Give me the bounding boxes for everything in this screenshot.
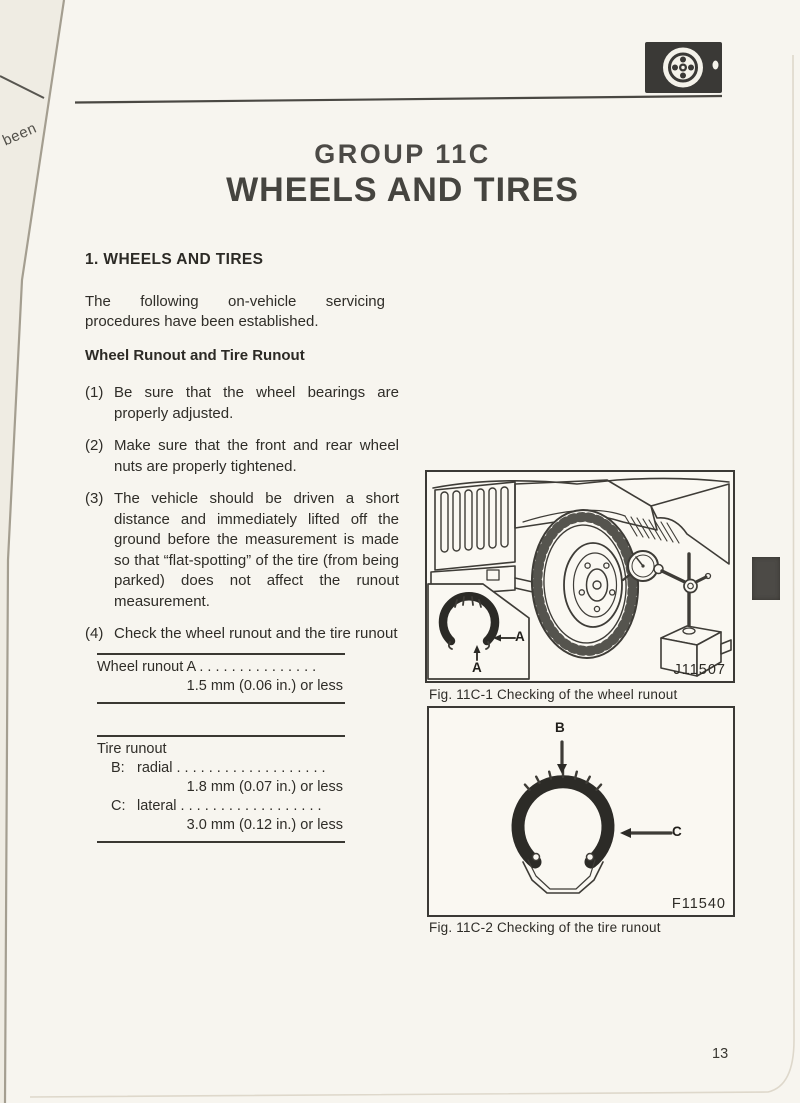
underlying-page-text: been (0, 119, 40, 150)
dot-leader: . . . . . . . . . . . . . . . . . . (180, 797, 322, 814)
label-a-radial: A (472, 660, 482, 675)
step-3 (85, 489, 399, 612)
step-1 (85, 383, 399, 424)
label-c-lateral: C (672, 824, 682, 839)
label-b-radial: B (555, 720, 565, 735)
step-number: (3) (85, 490, 104, 507)
step-4 (85, 624, 399, 645)
figure-1-caption: Fig. 11C-1 Checking of the wheel runout (429, 687, 678, 702)
figure-code: J11507 (673, 662, 726, 678)
spec-row-radial: B: radial . . . . . . . . . . . . . . . . . . . (111, 759, 326, 776)
tire-runout-spec-table (97, 735, 345, 843)
wheel-runout-spec-table (97, 653, 345, 704)
step-2 (85, 436, 399, 477)
step-text: The vehicle should be driven a short distance and immediately lifted off the ground before the measurement is made so that “flat-spotting” of the tire (from being parked) does not affect the runout measurement. (114, 490, 399, 610)
spec-value: 1.8 mm (0.07 in.) or less (186, 778, 343, 795)
page-number: 13 (712, 1046, 729, 1062)
spec-label-line: Wheel runout A . . . . . . . . . . . . . . . (97, 658, 317, 675)
step-text: Check the wheel runout and the tire runout (114, 625, 398, 642)
spec-row-lateral: C: lateral . . . . . . . . . . . . . . . . . . (111, 797, 322, 814)
step-text: Be sure that the wheel bearings are properly adjusted. (114, 384, 399, 422)
wheel-runout-illustration (427, 472, 733, 681)
text-column (85, 250, 399, 843)
step-number: (1) (85, 384, 104, 401)
figure-2-caption: Fig. 11C-2 Checking of the tire runout (429, 920, 661, 935)
spec-value: 3.0 mm (0.12 in.) or less (186, 816, 343, 833)
dot-leader: . . . . . . . . . . . . . . . (199, 658, 317, 675)
section-thumb-tab (752, 557, 780, 600)
header-logo-box (645, 42, 722, 93)
section-heading: 1. WHEELS AND TIRES (85, 251, 264, 268)
step-number: (4) (85, 625, 104, 642)
step-number: (2) (85, 437, 104, 454)
spec-table-heading: Tire runout (97, 740, 167, 757)
figure-tire-runout (427, 706, 735, 917)
subsection-heading: Wheel Runout and Tire Runout (85, 346, 305, 364)
dot-leader: . . . . . . . . . . . . . . . . . . . (176, 759, 326, 776)
figure-code: F11540 (671, 896, 726, 912)
spec-value: 1.5 mm (0.06 in.) or less (186, 677, 343, 694)
page-title: WHEELS AND TIRES (226, 171, 579, 209)
tire-runout-illustration (429, 708, 733, 915)
intro-paragraph: The following on-vehicle servicing procedures have been established. (85, 292, 385, 330)
step-text: Make sure that the front and rear wheel nuts are properly tightened. (114, 437, 399, 475)
group-title: GROUP 11C (314, 139, 491, 169)
figure-wheel-runout (425, 470, 735, 683)
label-a-lateral: A (515, 629, 525, 644)
wheel-icon (645, 42, 722, 93)
